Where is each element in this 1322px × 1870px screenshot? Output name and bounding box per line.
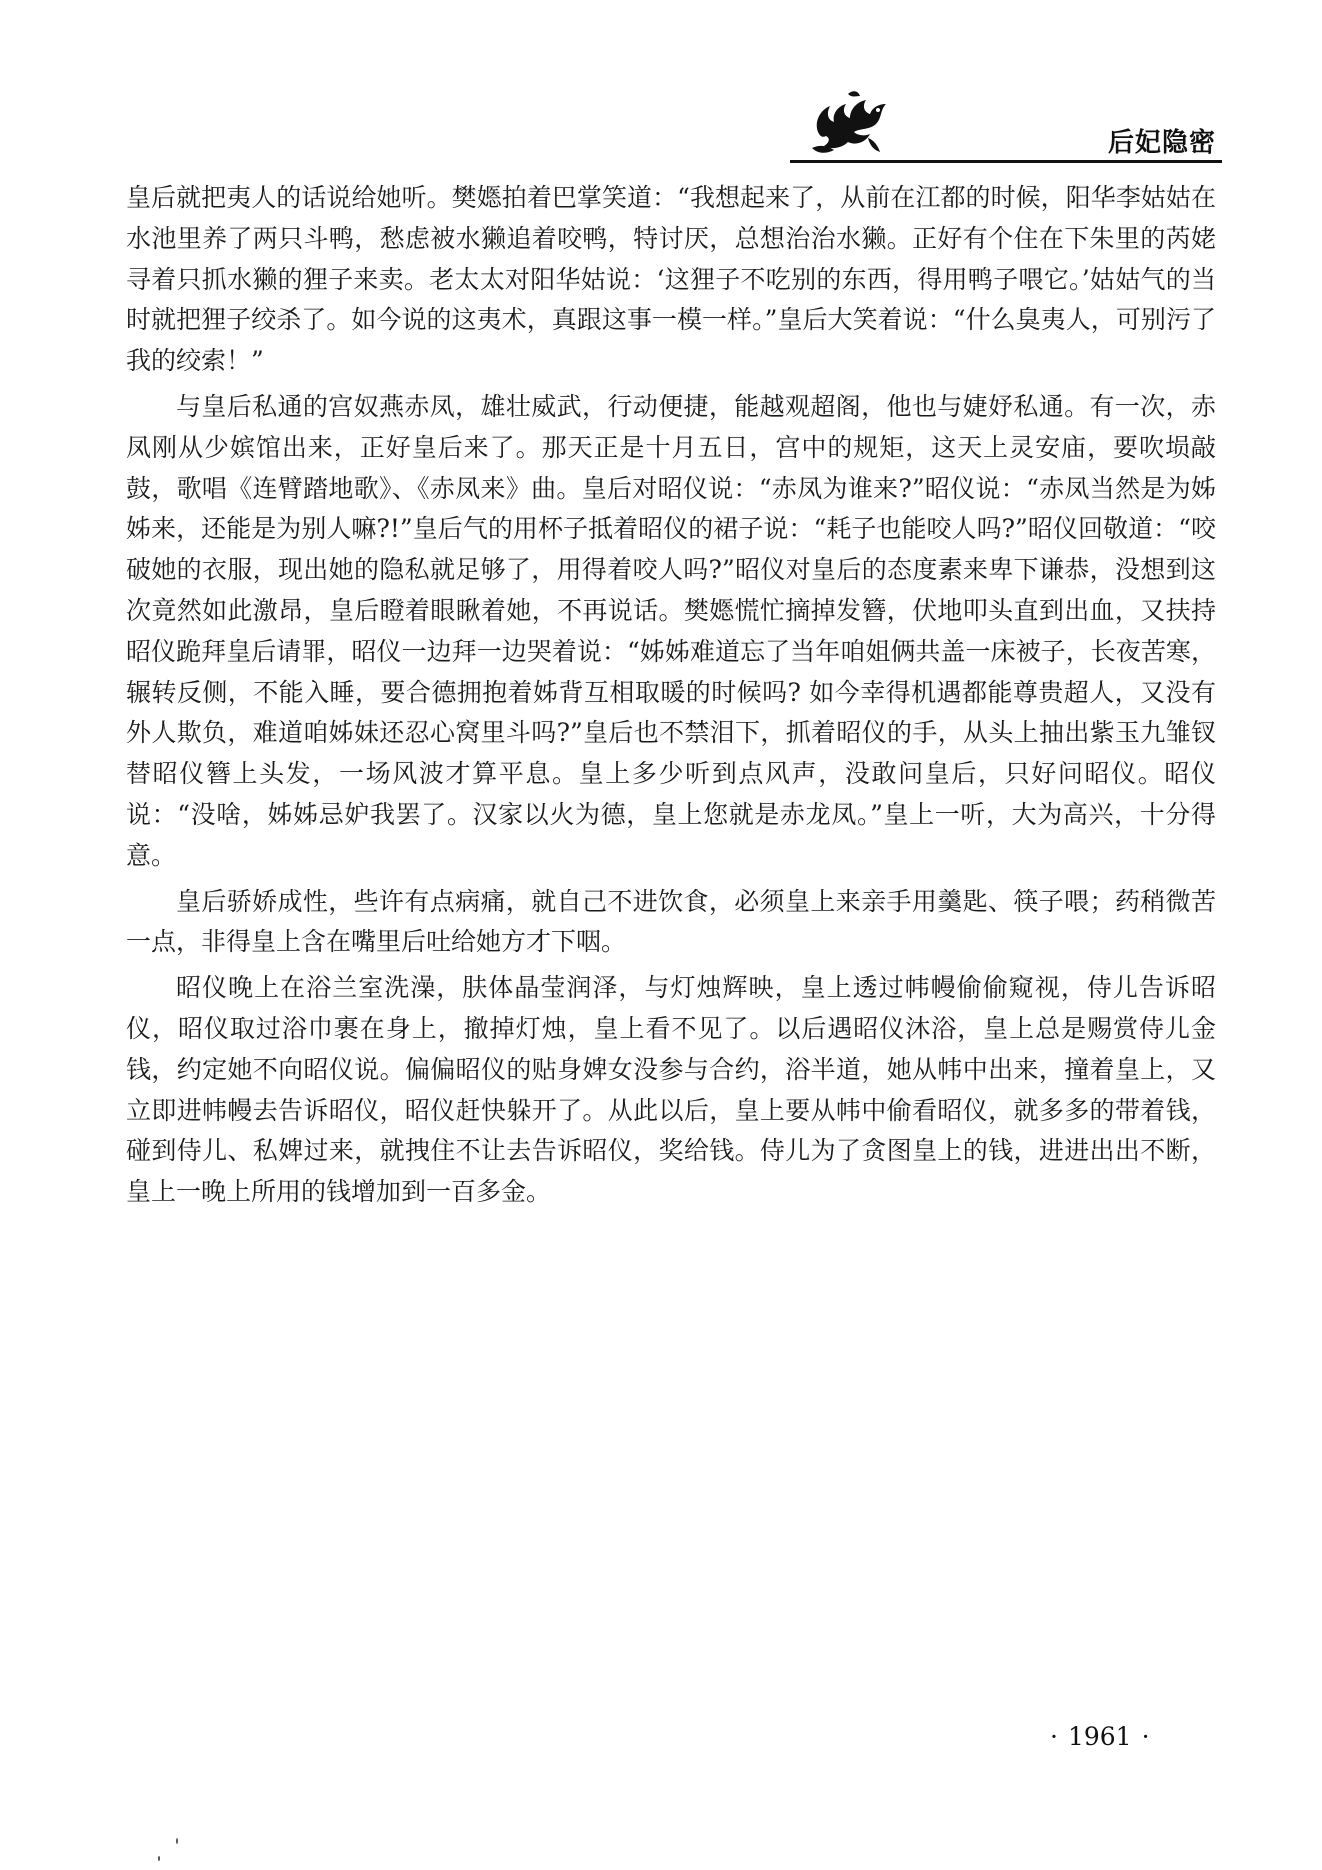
body-text (126, 178, 1216, 1218)
paragraph: 昭仪晚上在浴兰室洗澡，肤体晶莹润泽，与灯烛辉映，皇上透过帏幔偷偷窥视，侍儿告诉昭仪，昭仪取过浴巾裹在身上，撤掉灯烛，皇上看不见了。以后遇昭仪沐浴，皇上总是赐赏侍儿金钱，约定她不向昭仪说。偏偏昭仪的贴身婢女没参与合约，浴半道，她从帏中出来，撞着皇上，又立即进帏幔去告诉昭仪，昭仪赶快躲开了。从此以后，皇上要从帏中偷看昭仪，就多多的带着钱，碰到侍儿、私婢过来，就拽住不让去告诉昭仪，奖给钱。侍儿为了贪图皇上的钱，进进出出不断，皇上一晚上所用的钱增加到一百多金。 (126, 973, 1216, 1207)
footer-dot-left: · (1050, 1722, 1058, 1751)
running-header (790, 84, 1222, 164)
header-rule (790, 160, 1222, 163)
paragraph: 皇后就把夷人的话说给她听。樊嫕拍着巴掌笑道：“我想起来了，从前在江都的时候，阳华李姑姑在水池里养了两只斗鸭，愁虑被水獭追着咬鸭，特讨厌，总想治治水獭。正好有个住在下朱里的芮姥寻着只抓水獭的狸子来卖。老太太对阳华姑说：‘这狸子不吃别的东西，得用鸭子喂它。’姑姑气的当时就把狸子绞杀了。如今说的这夷术，真跟这事一模一样。”皇后大笑着说：“什么臭夷人，可别污了我的绞索！” (126, 183, 1216, 376)
running-header-title: 后妃隐密 (1107, 128, 1216, 158)
scan-speck (176, 1838, 178, 1844)
scan-speck (158, 1856, 160, 1861)
dragon-emblem-icon (808, 88, 890, 156)
page-footer (1040, 1722, 1160, 1751)
page-number: 1961 (1067, 1722, 1132, 1751)
paragraph: 皇后骄娇成性，些许有点病痛，就自己不进饮食，必须皇上来亲手用羹匙、筷子喂；药稍微苦一点，非得皇上含在嘴里后吐给她方才下咽。 (126, 886, 1216, 957)
footer-dot-right: · (1141, 1722, 1150, 1751)
paragraph: 与皇后私通的宫奴燕赤凤，雄壮威武，行动便捷，能越观超阁，他也与婕妤私通。有一次，赤凤刚从少嫔馆出来，正好皇后来了。那天正是十月五日，宫中的规矩，这天上灵安庙，要吹埙敲鼓，歌唱《连臂踏地歌》、《赤凤来》曲。皇后对昭仪说：“赤凤为谁来?”昭仪说：“赤凤当然是为姊姊来，还能是为别人嘛?!”皇后气的用杯子抵着昭仪的裙子说：“耗子也能咬人吗?”昭仪回敬道：“咬破她的衣服，现出她的隐私就足够了，用得着咬人吗?”昭仪对皇后的态度素来卑下谦恭，没想到这次竟然如此激昂，皇后瞪着眼瞅着她，不再说话。樊嫕慌忙摘掉发簪，伏地叩头直到出血，又扶持昭仪跪拜皇后请罪，昭仪一边拜一边哭着说：“姊姊难道忘了当年咱姐俩共盖一床被子，长夜苦寒，辗转反侧，不能入睡，要合德拥抱着姊背互相取暖的时候吗? 如今幸得机遇都能尊贵超人，又没有外人欺负，难道咱姊妹还忍心窝里斗吗?”皇后也不禁泪下，抓着昭仪的手，从头上抽出紫玉九雏钗替昭仪簪上头发，一场风波才算平息。皇上多少听到点风声，没敢问皇后，只好问昭仪。昭仪说：“没啥，姊姊忌妒我罢了。汉家以火为德，皇上您就是赤龙凤。”皇上一听，大为高兴，十分得意。 (126, 391, 1216, 870)
